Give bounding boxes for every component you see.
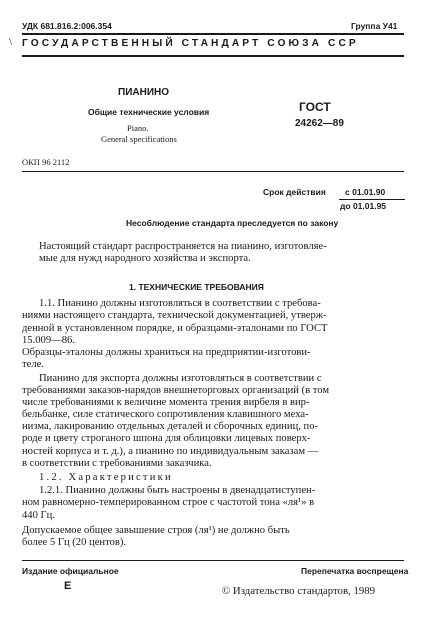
text-line: ностей корпуса и т. д.), а пианино по индивидуальным заказам — bbox=[22, 445, 319, 457]
text-line: требованиями заказов-нарядов внешнеторговых организаций (в том bbox=[22, 385, 330, 397]
standard-title: ГОСУДАРСТВЕННЫЙ СТАНДАРТ СОЮЗА ССР bbox=[22, 38, 359, 49]
validity-from: с 01.01.90 bbox=[345, 187, 386, 197]
paragraph-tolerance bbox=[22, 525, 405, 550]
product-title-ru: ПИАНИНО bbox=[118, 87, 170, 98]
official-edition: Издание официальное bbox=[22, 566, 119, 576]
validity-label: Срок действия bbox=[263, 187, 326, 197]
header-top-rule bbox=[22, 33, 404, 35]
paragraph-1-2-1 bbox=[22, 485, 405, 522]
udk-code: УДК 681.816.2:006.354 bbox=[22, 21, 112, 31]
paragraph-export bbox=[22, 373, 405, 470]
text-line: Допускаемое общее завышение строя (ля¹) не должно быть bbox=[22, 525, 290, 536]
subsection-title bbox=[39, 472, 173, 484]
edition-letter: E bbox=[64, 580, 72, 592]
text-line: роде и цвету строганого шпона для облицовки лицевых поверх- bbox=[22, 433, 311, 445]
copyright-notice: © Издательство стандартов, 1989 bbox=[222, 585, 376, 597]
text-line: Образцы-эталоны должны храниться на предприятии-изготови- bbox=[22, 347, 311, 358]
group-code: Группа У41 bbox=[351, 21, 398, 31]
validity-to: до 01.01.95 bbox=[340, 201, 387, 211]
margin-mark: \ bbox=[9, 36, 13, 48]
text-line: теле. bbox=[22, 359, 44, 371]
subsection-label: 1.2. Характеристики bbox=[39, 472, 173, 483]
okp-rule bbox=[22, 171, 404, 172]
intro-line: мые для нужд народного хозяйства и экспорта. bbox=[39, 253, 251, 265]
text-line: низма, лакированию отдельных деталей и сборочных единиц, по- bbox=[22, 421, 319, 433]
paragraph-samples bbox=[22, 347, 405, 372]
product-title-en: Piano. bbox=[127, 123, 149, 133]
text-line: ном равномерно-темперированном строе с частотой тона «ля¹» в bbox=[22, 497, 315, 509]
product-subtitle-en: General specifications bbox=[101, 134, 177, 144]
validity-from-underline bbox=[339, 199, 405, 200]
section-title: 1. ТЕХНИЧЕСКИЕ ТРЕБОВАНИЯ bbox=[129, 282, 264, 292]
okp-code: ОКП 96 2112 bbox=[22, 157, 70, 167]
text-line: бельбанке, силе статического сопротивления клавишного меха- bbox=[22, 409, 309, 421]
text-line: в соответствии с требованиями заказчика. bbox=[22, 457, 212, 469]
text-line: 440 Гц. bbox=[22, 509, 55, 521]
gost-number: 24262—89 bbox=[295, 118, 344, 129]
product-subtitle-ru: Общие технические условия bbox=[88, 107, 210, 117]
text-line: числе требованиями к величине момента трения вирбеля в вир- bbox=[22, 397, 310, 409]
text-line: 1.2.1. Пианино должны быть настроены в двенадцатиступен- bbox=[39, 485, 316, 496]
header-bottom-rule bbox=[22, 55, 404, 57]
text-line: ниями настоящего стандарта, технической документацией, утверж- bbox=[22, 310, 327, 322]
footer-rule bbox=[22, 560, 404, 561]
gost-label: ГОСТ bbox=[299, 100, 331, 114]
legal-warning: Несоблюдение стандарта преследуется по закону bbox=[126, 218, 339, 228]
paragraph-1-1 bbox=[22, 298, 405, 347]
reprint-notice: Перепечатка воспрещена bbox=[301, 566, 409, 576]
text-line: 1.1. Пианино должны изготовляться в соответствии с требова- bbox=[39, 298, 321, 309]
text-line: денной в установленном порядке, и образцами-эталонами по ГОСТ bbox=[22, 322, 328, 334]
text-line: Пианино для экспорта должны изготовляться в соответствии с bbox=[39, 373, 322, 384]
text-line: более 5 Гц (20 центов). bbox=[22, 537, 127, 549]
text-line: 15.009—86. bbox=[22, 334, 75, 346]
intro-line: Настоящий стандарт распространяется на пианино, изготовляе- bbox=[39, 241, 327, 252]
intro-paragraph bbox=[22, 241, 405, 266]
